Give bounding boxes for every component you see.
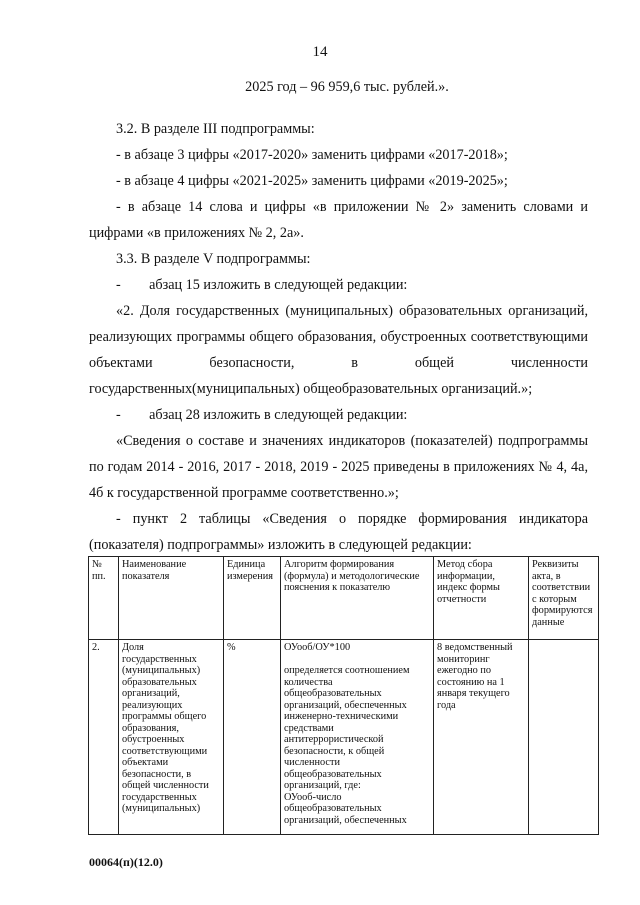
paragraph-5: - в абзаце 14 слова и цифры «в приложении № 2» заменить словами и цифрами «в приложениях № 2, 2а». bbox=[89, 199, 588, 241]
cell-method: 8 ведомственный мониторинг ежегодно по состоянию на 1 января текущего года bbox=[434, 640, 529, 835]
table-header-row bbox=[89, 557, 599, 640]
document-body bbox=[89, 74, 588, 558]
cell-requisites bbox=[529, 640, 599, 835]
header-method: Метод сбора информации, индекс формы отчетности bbox=[434, 557, 529, 640]
header-unit: Единица измерения bbox=[224, 557, 281, 640]
header-number: № пп. bbox=[89, 557, 119, 640]
header-requisites: Реквизиты акта, в соответствии с которым формируются данные bbox=[529, 557, 599, 640]
document-code: 00064(п)(12.0) bbox=[89, 855, 163, 869]
cell-unit: % bbox=[224, 640, 281, 835]
paragraph-3: - в абзаце 3 цифры «2017-2020» заменить цифрами «2017-2018»; bbox=[116, 147, 508, 163]
paragraph-2: 3.2. В разделе III подпрограммы: bbox=[116, 121, 315, 137]
cell-indicator-name: Доля государственных (муниципальных) образовательных организаций, реализующих программы общего образования, обустроенных соответствующими объектами безопасности, в общей численности государственных (муниципальных) bbox=[119, 640, 224, 835]
paragraph-11: - пункт 2 таблицы «Сведения о порядке формирования индикатора (показателя) подпрограммы» изложить в следующей редакции: bbox=[89, 511, 588, 553]
paragraph-6: 3.3. В разделе V подпрограммы: bbox=[116, 251, 311, 267]
table-row bbox=[89, 640, 599, 835]
paragraph-10: «Сведения о составе и значениях индикаторов (показателей) подпрограммы по годам 2014 - 2016, 2017 - 2018, 2019 - 2025 приведены в приложениях № 4, 4а, 4б к государственной программе соответственно.»; bbox=[89, 433, 588, 501]
paragraph-4: - в абзаце 4 цифры «2021-2025» заменить цифрами «2019-2025»; bbox=[116, 173, 508, 189]
paragraph-7: - абзац 15 изложить в следующей редакции: bbox=[116, 277, 408, 293]
paragraph-8: «2. Доля государственных (муниципальных) образовательных организаций, реализующих программы общего образования, обустроенных соответствующими объектами безопасности, в общей численности государственных(муниципальных) общеобразовательных организаций.»; bbox=[89, 303, 588, 397]
indicator-table bbox=[88, 556, 599, 835]
header-indicator-name: Наименование показателя bbox=[119, 557, 224, 640]
cell-algorithm: ОУооб/ОУ*100 определяется соотношением количества общеобразовательных организаций, обеспеченных инженерно-техническими средствами антитеррористической безопасности, к общей численности общеобразовательных организаций, где: ОУооб-число общеобразовательных организаций, обеспеченных bbox=[281, 640, 434, 835]
paragraph-1: 2025 год – 96 959,6 тыс. рублей.». bbox=[245, 79, 449, 95]
header-algorithm: Алгоритм формирования (формула) и методологические пояснения к показателю bbox=[281, 557, 434, 640]
cell-number: 2. bbox=[89, 640, 119, 835]
page-number: 14 bbox=[312, 44, 328, 60]
paragraph-9: - абзац 28 изложить в следующей редакции: bbox=[116, 407, 408, 423]
